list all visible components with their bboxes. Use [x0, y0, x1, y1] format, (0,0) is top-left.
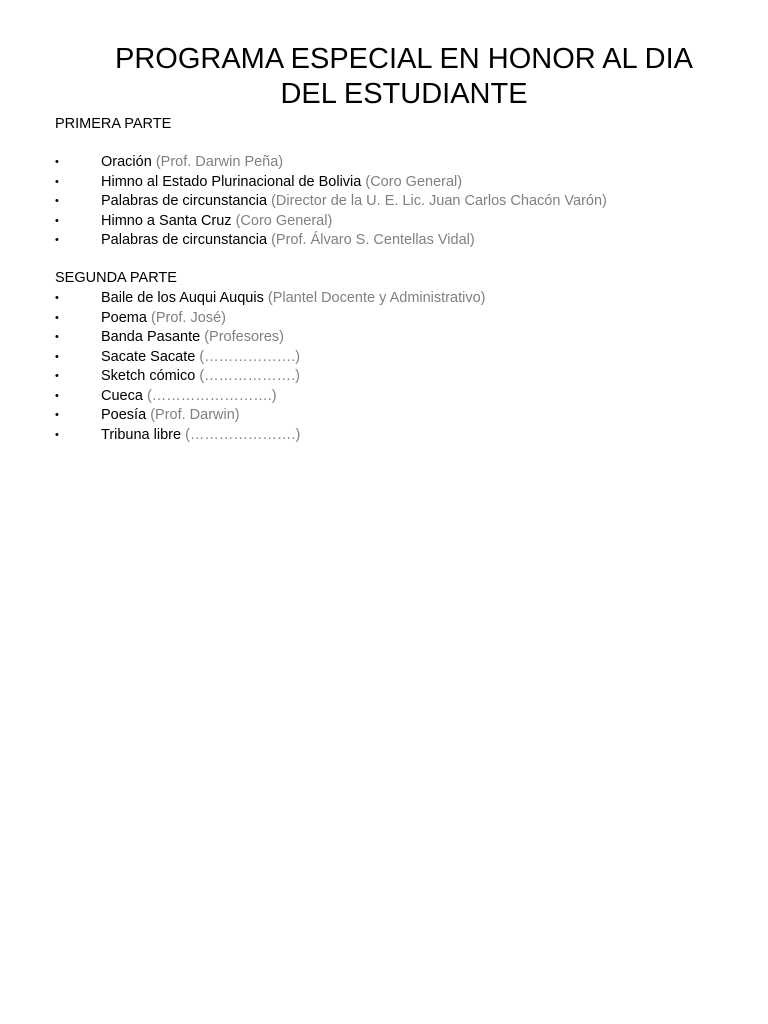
item-note: (Prof. Álvaro S. Centellas Vidal): [271, 232, 475, 248]
item-note: (……………….): [199, 368, 301, 384]
item-text: Tribuna libre: [101, 426, 182, 443]
item-note: (Profesores): [204, 329, 284, 345]
list-item: [0, 367, 768, 387]
bullet-icon: •: [55, 156, 59, 168]
item-note: (………………….): [185, 426, 301, 443]
list-item: [0, 309, 768, 329]
item-note: (Prof. Darwin Peña): [155, 154, 284, 170]
item-note: (Prof. Darwin): [150, 407, 240, 423]
document-title: [40, 42, 768, 112]
list-item: [0, 212, 768, 232]
item-note: (Director de la U. E. Lic. Juan Carlos Chacón Varón): [271, 193, 607, 209]
item-note: (Coro General): [235, 212, 333, 229]
list-item: [0, 328, 768, 348]
item-text: Palabras de circunstancia: [101, 193, 268, 209]
item-note: (Coro General): [365, 173, 463, 190]
bullet-icon: •: [55, 350, 59, 363]
title-line-1: PROGRAMA ESPECIAL EN HONOR AL DIA: [114, 43, 693, 75]
item-text: Cueca: [101, 387, 143, 404]
section-heading-primera-parte: PRIMERA PARTE: [55, 116, 172, 132]
item-text: Oración: [101, 154, 152, 170]
item-note: (…………………….): [146, 387, 277, 404]
bullet-icon: •: [55, 409, 59, 421]
item-text: Baile de los Auqui Auquis: [101, 290, 264, 306]
list-item: [0, 192, 768, 212]
bullet-icon: •: [55, 234, 59, 246]
list-item: [0, 231, 768, 251]
item-text: Sketch cómico: [101, 368, 196, 384]
section-heading-segunda-parte: SEGUNDA PARTE: [55, 270, 177, 286]
item-note: (Prof. José): [150, 309, 226, 326]
title-line-2: DEL ESTUDIANTE: [280, 78, 528, 110]
item-text: Poema: [101, 309, 147, 326]
bullet-icon: •: [55, 389, 59, 402]
bullet-icon: •: [55, 311, 59, 324]
item-text: Himno a Santa Cruz: [101, 212, 232, 229]
bullet-icon: •: [55, 428, 59, 441]
list-item: [0, 173, 768, 193]
list-item: [0, 387, 768, 407]
item-text: Palabras de circunstancia: [101, 232, 268, 248]
item-text: Poesía: [101, 407, 147, 423]
program-list-primera-parte: [0, 153, 768, 251]
bullet-icon: •: [55, 370, 59, 382]
bullet-icon: •: [55, 331, 59, 343]
list-item: [0, 406, 768, 426]
item-text: Himno al Estado Plurinacional de Bolivia: [101, 173, 362, 190]
list-item: [0, 348, 768, 368]
list-item: [0, 289, 768, 309]
list-item: [0, 153, 768, 173]
bullet-icon: •: [55, 195, 59, 207]
bullet-icon: •: [55, 292, 59, 304]
program-list-segunda-parte: [0, 289, 768, 445]
item-text: Banda Pasante: [101, 329, 201, 345]
bullet-icon: •: [55, 175, 59, 188]
item-note: (……………….): [199, 348, 301, 365]
list-item: [0, 426, 768, 446]
item-note: (Plantel Docente y Administrativo): [267, 290, 486, 306]
bullet-icon: •: [55, 214, 59, 227]
item-text: Sacate Sacate: [101, 348, 196, 365]
